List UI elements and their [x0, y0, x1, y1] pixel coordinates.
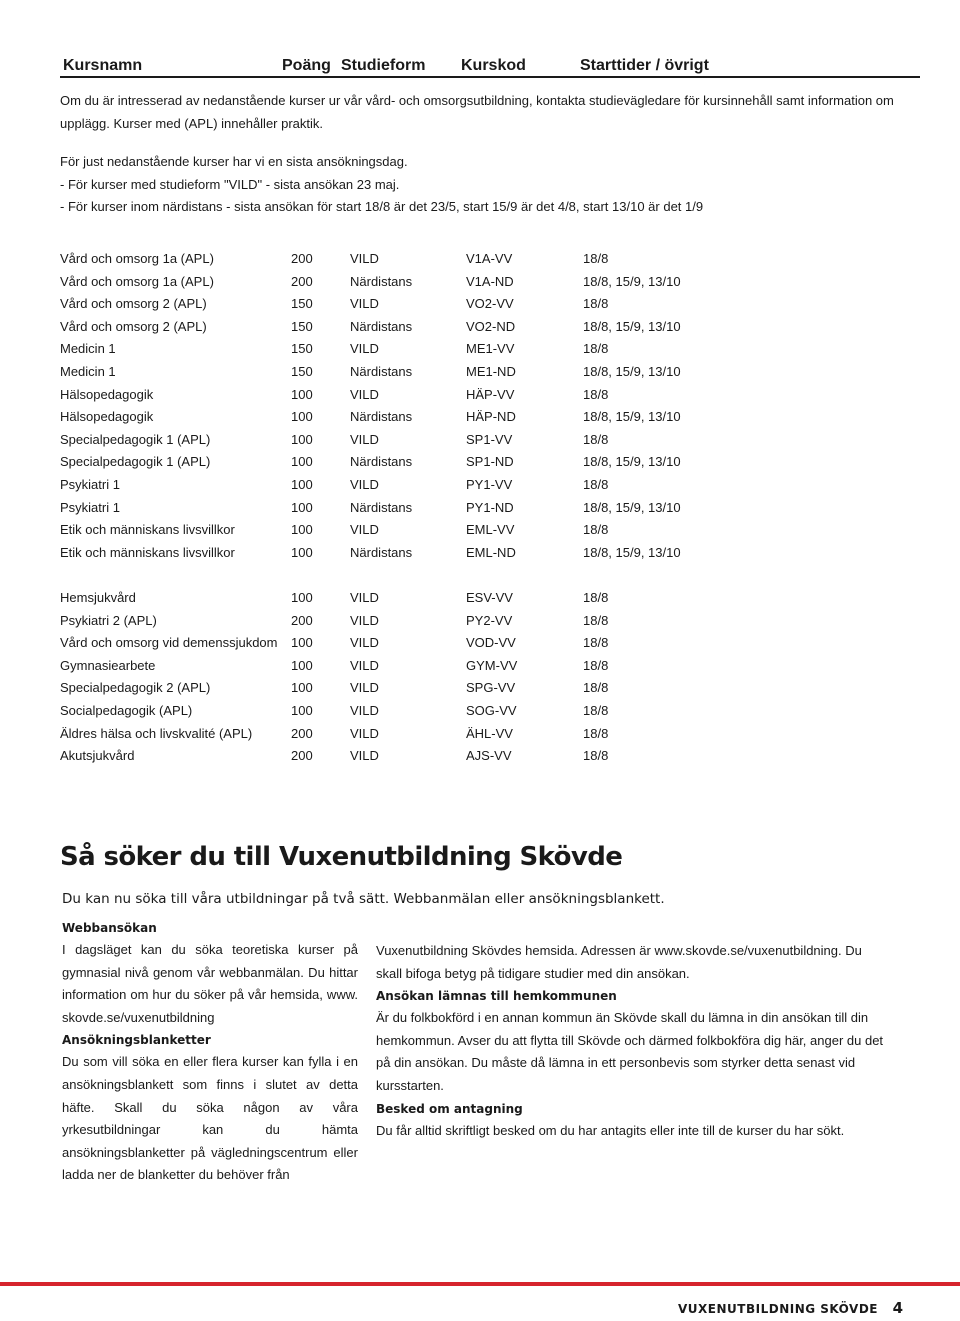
course-points: 100 — [291, 476, 313, 492]
course-points: 100 — [291, 386, 313, 402]
footer — [0, 1282, 960, 1321]
table-row — [60, 319, 920, 342]
course-start: 18/8 — [583, 296, 609, 312]
table-header — [60, 56, 920, 78]
intro-text — [60, 90, 920, 219]
course-code: EML-ND — [466, 544, 516, 560]
course-name: Psykiatri 1 — [60, 476, 120, 492]
besked-heading: Besked om antagning — [376, 1101, 523, 1116]
course-name: Etik och människans livsvillkor — [60, 522, 235, 538]
table-row — [60, 251, 920, 274]
course-points: 150 — [291, 296, 313, 312]
course-name: Medicin 1 — [60, 363, 116, 379]
course-points: 100 — [291, 499, 313, 515]
course-name: Vård och omsorg 2 (APL) — [60, 296, 207, 312]
header-kursnamn: Kursnamn — [63, 57, 143, 74]
course-studieform: Närdistans — [350, 273, 413, 289]
table-row — [60, 387, 920, 410]
course-points: 100 — [291, 702, 313, 718]
intro-paragraph: Om du är intresserad av nedanstående kurser ur vår vård- och omsorgsutbildning, kontakta studievägledare för kursinnehåll samt information om upplägg. Kurser med (APL) innehåller praktik. — [60, 93, 894, 131]
course-code: VO2-ND — [466, 318, 516, 334]
table-row — [60, 432, 920, 455]
course-points: 150 — [291, 341, 313, 357]
course-studieform: VILD — [350, 386, 379, 402]
table-row — [60, 500, 920, 523]
course-code: PY2-VV — [466, 612, 513, 628]
course-code: VOD-VV — [466, 635, 516, 651]
course-name: Specialpedagogik 1 (APL) — [60, 431, 211, 447]
course-studieform: VILD — [350, 341, 379, 357]
course-name: Hemsjukvård — [60, 590, 136, 605]
course-code: HÄP-VV — [466, 386, 515, 402]
course-studieform: VILD — [350, 748, 379, 764]
table-row — [60, 409, 920, 432]
table-row — [60, 364, 920, 387]
course-points: 100 — [291, 431, 313, 447]
course-studieform: VILD — [350, 680, 379, 696]
course-points: 100 — [291, 409, 313, 425]
course-points: 200 — [291, 273, 313, 289]
table-row — [60, 454, 920, 477]
right-intro-text: Vuxenutbildning Skövdes hemsida. Adressen är www.skovde.se/vuxenutbildning. Du skall bifoga betyg på tidigare studier med din ansökan. — [376, 943, 862, 981]
intro-deadline-nardistans: - För kurser inom närdistans - sista ansökan för start 18/8 är det 23/5, start 15/9 är det 4/8, start 13/10 är det 1/9 — [60, 199, 704, 214]
header-kurskod: Kurskod — [461, 57, 526, 74]
apply-right-column — [376, 940, 886, 1142]
header-poang: Poäng — [282, 57, 331, 74]
table-row — [60, 341, 920, 364]
table-row — [60, 545, 920, 568]
course-code: SP1-VV — [466, 431, 513, 447]
course-code: EML-VV — [466, 522, 515, 538]
besked-text: Du får alltid skriftligt besked om du har antagits eller inte till de kurser du har sökt. — [376, 1122, 845, 1138]
table-row — [60, 635, 920, 658]
table-row — [60, 658, 920, 681]
course-name: Gymnasiearbete — [60, 657, 156, 673]
course-start: 18/8 — [583, 657, 609, 673]
course-name: Specialpedagogik 1 (APL) — [60, 454, 211, 470]
table-row — [60, 726, 920, 749]
course-studieform: VILD — [350, 657, 379, 673]
course-name: Psykiatri 1 — [60, 499, 120, 515]
course-code: GYM-VV — [466, 657, 518, 673]
course-code: SOG-VV — [466, 702, 517, 718]
course-code: V1A-ND — [466, 273, 514, 289]
course-name: Vård och omsorg 1a (APL) — [60, 251, 214, 266]
course-name: Medicin 1 — [60, 341, 116, 357]
course-start: 18/8 — [583, 748, 609, 764]
header-starttider: Starttider / övrigt — [580, 57, 709, 74]
course-points: 100 — [291, 454, 313, 470]
course-studieform: VILD — [350, 296, 379, 312]
course-start: 18/8, 15/9, 13/10 — [583, 499, 681, 515]
course-name: Akutsjukvård — [60, 748, 135, 764]
course-name: Vård och omsorg vid demenssjukdom — [60, 635, 278, 651]
course-code: SP1-ND — [466, 454, 514, 470]
course-name: Hälsopedagogik — [60, 409, 154, 425]
table-row — [60, 296, 920, 319]
course-name: Äldres hälsa och livskvalité (APL) — [60, 725, 253, 741]
blank-heading: Ansökningsblanketter — [62, 1033, 211, 1048]
course-code: ESV-VV — [466, 590, 513, 605]
course-code: ÄHL-VV — [466, 725, 513, 741]
home-text: Är du folkbokförd i en annan kommun än Skövde skall du lämna in din ansökan till din hemkommun. Avser du att flytta till Skövde och därmed folkbokföra dig här, anger du det på din ansökan. Du måste då lämna in ett personbevis som styrker detta senast vid kursstarten. — [376, 1010, 884, 1093]
course-name: Specialpedagogik 2 (APL) — [60, 680, 211, 696]
course-studieform: Närdistans — [350, 499, 413, 515]
course-name: Etik och människans livsvillkor — [60, 544, 235, 560]
course-points: 200 — [291, 725, 313, 741]
course-code: AJS-VV — [466, 748, 512, 764]
course-studieform: VILD — [350, 522, 379, 538]
course-name: Psykiatri 2 (APL) — [60, 612, 157, 628]
apply-subtitle: Du kan nu söka till våra utbildningar på två sätt. Webbanmälan eller ansökningsblankett. — [62, 891, 665, 907]
course-studieform: Närdistans — [350, 363, 413, 379]
apply-title: Så söker du till Vuxenutbildning Skövde — [60, 842, 623, 872]
intro-deadline-vild: - För kurser med studieform "VILD" - sista ansökan 23 maj. — [60, 176, 400, 192]
course-start: 18/8, 15/9, 13/10 — [583, 544, 681, 560]
course-start: 18/8 — [583, 522, 609, 538]
table-row — [60, 274, 920, 297]
course-name: Hälsopedagogik — [60, 386, 154, 402]
web-heading: Webbansökan — [62, 921, 157, 935]
course-points: 150 — [291, 318, 313, 334]
table-row — [60, 522, 920, 545]
course-points: 100 — [291, 680, 313, 696]
course-start: 18/8, 15/9, 13/10 — [583, 409, 681, 425]
footer-label: VUXENUTBILDNING SKÖVDE — [678, 1302, 878, 1316]
course-start: 18/8 — [583, 590, 609, 605]
course-studieform: VILD — [350, 725, 379, 741]
course-name: Vård och omsorg 1a (APL) — [60, 273, 214, 289]
course-start: 18/8 — [583, 725, 609, 741]
header-studieform: Studieform — [341, 57, 426, 74]
course-code: VO2-VV — [466, 296, 514, 312]
course-studieform: VILD — [350, 635, 379, 651]
table-row — [60, 680, 920, 703]
course-start: 18/8, 15/9, 13/10 — [583, 273, 681, 289]
intro-deadline-heading: För just nedanstående kurser har vi en sista ansökningsdag. — [60, 154, 408, 169]
table-row — [60, 703, 920, 726]
course-code: ME1-ND — [466, 363, 516, 379]
course-name: Vård och omsorg 2 (APL) — [60, 318, 207, 334]
table-row — [60, 613, 920, 636]
course-start: 18/8 — [583, 341, 609, 357]
course-code: SPG-VV — [466, 680, 516, 696]
course-start: 18/8 — [583, 612, 609, 628]
course-code: V1A-VV — [466, 251, 513, 266]
course-studieform: Närdistans — [350, 409, 413, 425]
course-name: Socialpedagogik (APL) — [60, 702, 193, 718]
course-points: 100 — [291, 590, 313, 605]
course-start: 18/8, 15/9, 13/10 — [583, 454, 681, 470]
course-start: 18/8, 15/9, 13/10 — [583, 318, 681, 334]
course-start: 18/8 — [583, 386, 609, 402]
page-number: 4 — [892, 1299, 903, 1317]
course-code: ME1-VV — [466, 341, 515, 357]
course-code: HÄP-ND — [466, 409, 516, 425]
course-points: 100 — [291, 657, 313, 673]
course-points: 200 — [291, 612, 313, 628]
web-text: I dagsläget kan du söka teoretiska kurser på gymnasial nivå genom vår webbanmälan. Du hittar information om hur du söker på vår hemsida, www. skovde.se/vuxenutbildning — [62, 942, 358, 1025]
apply-left-column — [62, 917, 358, 1187]
course-start: 18/8 — [583, 251, 609, 266]
table-row — [60, 748, 920, 771]
course-code: PY1-ND — [466, 499, 514, 515]
course-start: 18/8 — [583, 635, 609, 651]
course-studieform: VILD — [350, 612, 379, 628]
course-studieform: VILD — [350, 476, 379, 492]
course-points: 200 — [291, 251, 313, 266]
course-studieform: VILD — [350, 431, 379, 447]
course-studieform: Närdistans — [350, 454, 413, 470]
course-studieform: VILD — [350, 251, 379, 266]
course-points: 150 — [291, 363, 313, 379]
course-table-open — [60, 590, 920, 771]
blank-text: Du som vill söka en eller flera kurser kan fylla i en ansökningsblankett som finns i slutet av detta häfte. Skall du söka någon av våra yrkesutbildningar kan du hämta ansökningsblanketter på vägledningscentrum eller ladda ner de blanketter du behöver från — [62, 1054, 358, 1183]
course-start: 18/8 — [583, 680, 609, 696]
course-studieform: Närdistans — [350, 318, 413, 334]
course-points: 100 — [291, 635, 313, 651]
course-table-deadline — [60, 251, 920, 567]
course-points: 100 — [291, 544, 313, 560]
table-row — [60, 590, 920, 613]
course-start: 18/8 — [583, 431, 609, 447]
home-heading: Ansökan lämnas till hemkommunen — [376, 989, 617, 1004]
course-studieform: VILD — [350, 590, 379, 605]
course-points: 100 — [291, 522, 313, 538]
course-start: 18/8 — [583, 702, 609, 718]
course-studieform: VILD — [350, 702, 379, 718]
table-row — [60, 477, 920, 500]
course-studieform: Närdistans — [350, 544, 413, 560]
course-start: 18/8 — [583, 476, 609, 492]
course-points: 200 — [291, 748, 313, 764]
course-code: PY1-VV — [466, 476, 513, 492]
course-start: 18/8, 15/9, 13/10 — [583, 363, 681, 379]
